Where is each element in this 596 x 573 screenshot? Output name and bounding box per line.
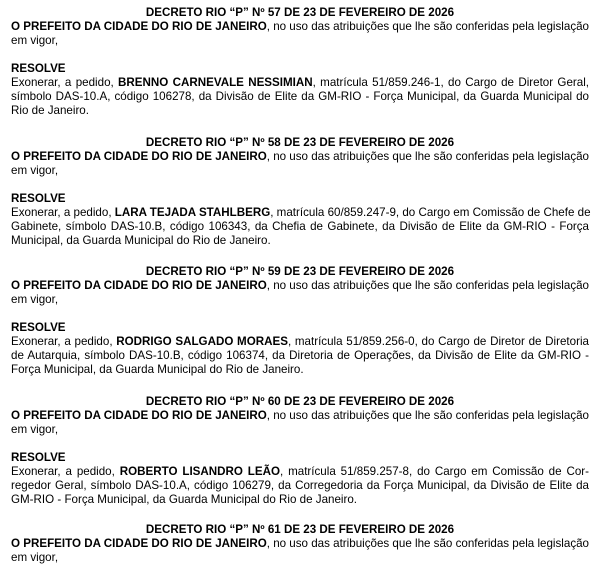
preamble-end: em vigor, bbox=[11, 293, 59, 306]
body-line-2: de Autarquia, símbolo DAS-10.B, código 106374, da Diretoria de Operações, da Divisão de Elite da GM-RIO - bbox=[11, 349, 589, 362]
resolve-label: RESOLVE bbox=[11, 321, 66, 334]
preamble-line: O PREFEITO DA CIDADE DO RIO DE JANEIRO, no uso das atribuições que lhe são conferidas pela legislação bbox=[11, 150, 590, 163]
person-name: ROBERTO LISANDRO LEÃO bbox=[119, 465, 280, 478]
preamble-end: em vigor, bbox=[11, 164, 59, 177]
mayor-label: O PREFEITO DA CIDADE DO RIO DE JANEIRO bbox=[11, 537, 267, 550]
decree-title: DECRETO RIO “P” Nº 57 DE 23 DE FEVEREIRO DE 2026 bbox=[145, 6, 455, 19]
body-line-3: Rio de Janeiro. bbox=[11, 104, 89, 117]
mayor-label: O PREFEITO DA CIDADE DO RIO DE JANEIRO bbox=[11, 409, 267, 422]
person-name: LARA TEJADA STAHLBERG bbox=[114, 206, 271, 219]
mayor-label: O PREFEITO DA CIDADE DO RIO DE JANEIRO bbox=[11, 20, 267, 33]
mayor-label: O PREFEITO DA CIDADE DO RIO DE JANEIRO bbox=[11, 150, 267, 163]
decree-58 bbox=[11, 136, 589, 248]
decree-59 bbox=[11, 265, 589, 377]
body-line-1: Exonerar, a pedido, RODRIGO SALGADO MORAES, matrícula 51/859.256-0, do Cargo de Diretor de Diretoria bbox=[11, 335, 589, 348]
decree-title: DECRETO RIO “P” Nº 58 DE 23 DE FEVEREIRO DE 2026 bbox=[145, 136, 455, 149]
body-line-1: Exonerar, a pedido, LARA TEJADA STAHLBERG, matrícula 60/859.247-9, do Cargo em Comissão de Chefe de bbox=[11, 206, 591, 219]
body-line-1: Exonerar, a pedido, BRENNO CARNEVALE NESSIMIAN, matrícula 51/859.246-1, do Cargo de Diretor Geral, bbox=[11, 76, 589, 89]
person-name: BRENNO CARNEVALE NESSIMIAN bbox=[118, 76, 313, 89]
body-line-3: GM-RIO - Força Municipal, da Guarda Municipal do Rio de Janeiro. bbox=[11, 493, 358, 506]
decree-60 bbox=[11, 395, 589, 507]
preamble-line: O PREFEITO DA CIDADE DO RIO DE JANEIRO, no uso das atribuições que lhe são conferidas pela legislação bbox=[11, 409, 590, 422]
decree-title: DECRETO RIO “P” Nº 59 DE 23 DE FEVEREIRO DE 2026 bbox=[145, 265, 455, 278]
body-line-2: símbolo DAS-10.A, código 106278, da Divisão de Elite da GM-RIO - Força Municipal, da Guarda Municipal do bbox=[11, 90, 589, 103]
person-name: RODRIGO SALGADO MORAES bbox=[116, 335, 288, 348]
resolve-label: RESOLVE bbox=[11, 62, 66, 75]
preamble-line: O PREFEITO DA CIDADE DO RIO DE JANEIRO, no uso das atribuições que lhe são conferidas pela legislação bbox=[11, 279, 590, 292]
preamble-end: em vigor, bbox=[11, 34, 59, 47]
mayor-label: O PREFEITO DA CIDADE DO RIO DE JANEIRO bbox=[11, 279, 267, 292]
decree-57 bbox=[11, 6, 589, 118]
body-line-3: Força Municipal, da Guarda Municipal do Rio de Janeiro. bbox=[11, 363, 304, 376]
preamble-end: em vigor, bbox=[11, 551, 59, 564]
resolve-label: RESOLVE bbox=[11, 192, 66, 205]
decree-title: DECRETO RIO “P” Nº 61 DE 23 DE FEVEREIRO DE 2026 bbox=[145, 523, 455, 536]
resolve-label: RESOLVE bbox=[11, 451, 66, 464]
decree-61 bbox=[11, 523, 589, 565]
body-line-2: Gabinete, símbolo DAS-10.B, código 106343, da Chefia de Gabinete, da Divisão de Elite da GM-RIO - Força bbox=[11, 220, 589, 233]
body-line-2: regedor Geral, símbolo DAS-10.A, código 106279, da Corregedoria da Força Municipal, da Divisão de Elite da bbox=[11, 479, 589, 492]
body-line-3: Municipal, da Guarda Municipal do Rio de Janeiro. bbox=[11, 234, 271, 247]
decree-title: DECRETO RIO “P” Nº 60 DE 23 DE FEVEREIRO DE 2026 bbox=[145, 395, 455, 408]
preamble-end: em vigor, bbox=[11, 423, 59, 436]
body-line-1: Exonerar, a pedido, ROBERTO LISANDRO LEÃO, matrícula 51/859.257-8, do Cargo em Comissão de Cor- bbox=[11, 465, 589, 478]
preamble-line: O PREFEITO DA CIDADE DO RIO DE JANEIRO, no uso das atribuições que lhe são conferidas pela legislação bbox=[11, 20, 590, 33]
preamble-line: O PREFEITO DA CIDADE DO RIO DE JANEIRO, no uso das atribuições que lhe são conferidas pela legislação bbox=[11, 537, 590, 550]
